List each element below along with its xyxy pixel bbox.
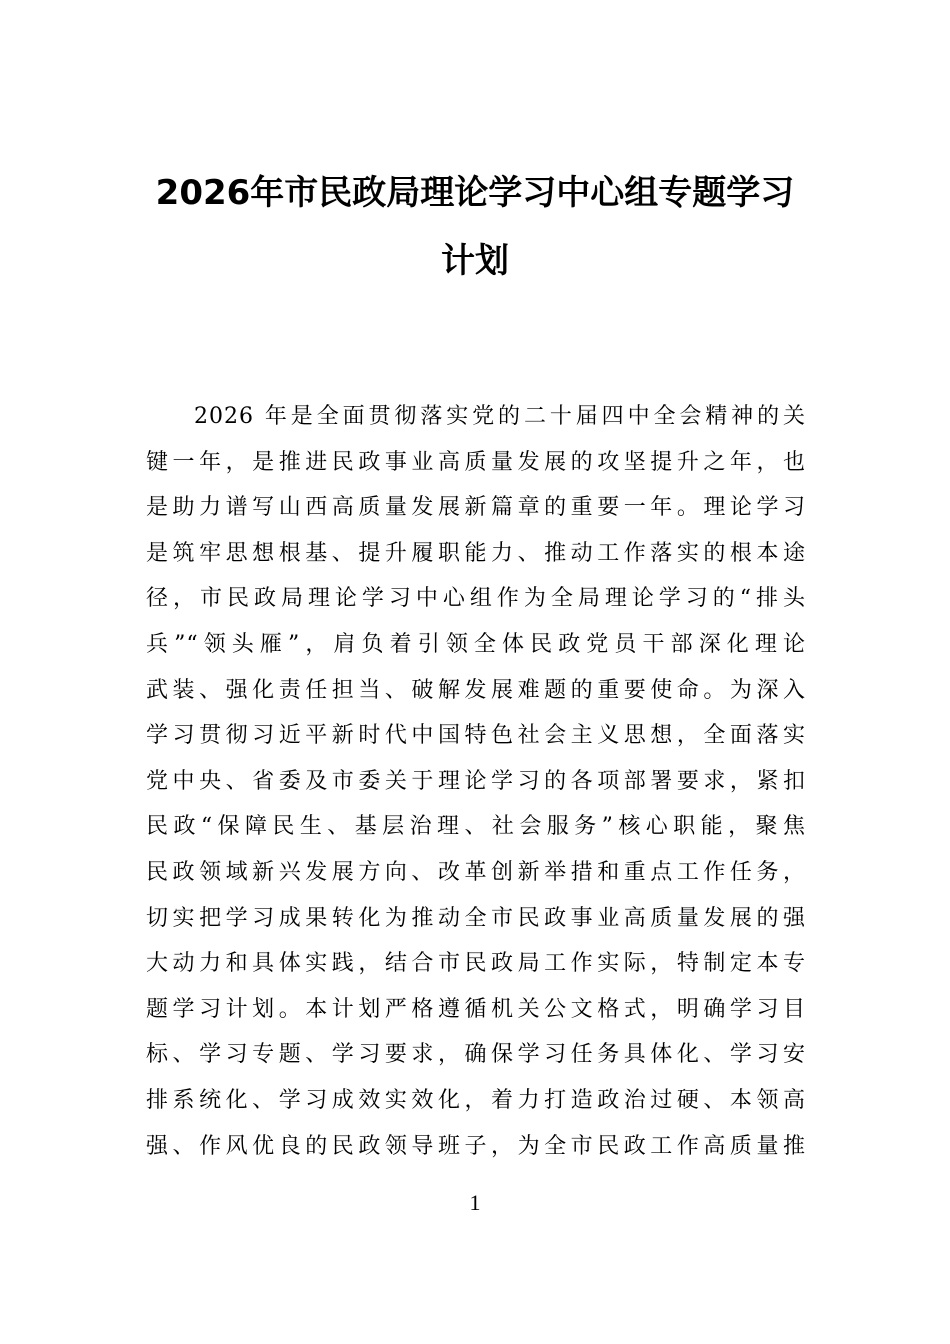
paragraph-line: 是助力谱写山西高质量发展新篇章的重要一年。理论学习 [146,495,806,521]
paragraph-line: 民政“保障民生、基层治理、社会服务”核心职能，聚焦 [146,814,806,840]
paragraph-line: 是筑牢思想根基、提升履职能力、推动工作落实的根本途 [146,540,806,566]
paragraph-line: 大动力和具体实践，结合市民政局工作实际，特制定本专 [146,951,806,977]
paragraph-line: 排系统化、学习成效实效化，着力打造政治过硬、本领高 [146,1087,806,1113]
paragraph-line: 武装、强化责任担当、破解发展难题的重要使命。为深入 [146,677,806,703]
paragraph-line: 径，市民政局理论学习中心组作为全局理论学习的“排头 [146,586,806,612]
paragraph-line: 2026 年是全面贯彻落实党的二十届四中全会精神的关 [194,404,806,429]
document-title-line-2: 计划 [441,241,509,281]
paragraph-line: 标、学习专题、学习要求，确保学习任务具体化、学习安 [146,1042,806,1068]
paragraph-line: 强、作风优良的民政领导班子，为全市民政工作高质量推 [146,1133,806,1159]
paragraph-line: 民政领域新兴发展方向、改革创新举措和重点工作任务， [146,859,806,885]
body-paragraph [146,394,806,1169]
paragraph-line: 兵”“领头雁”，肩负着引领全体民政党员干部深化理论 [146,631,806,657]
paragraph-line: 键一年，是推进民政事业高质量发展的攻坚提升之年，也 [146,449,806,475]
paragraph-line: 切实把学习成果转化为推动全市民政事业高质量发展的强 [146,905,806,931]
paragraph-line: 学习贯彻习近平新时代中国特色社会主义思想，全面落实 [146,723,806,749]
paragraph-line: 党中央、省委及市委关于理论学习的各项部署要求，紧扣 [146,768,806,794]
document-title-line-1: 2026年市民政局理论学习中心组专题学习 [155,173,795,213]
page-number: 1 [469,1190,481,1215]
paragraph-line: 题学习计划。本计划严格遵循机关公文格式，明确学习目 [146,996,806,1022]
